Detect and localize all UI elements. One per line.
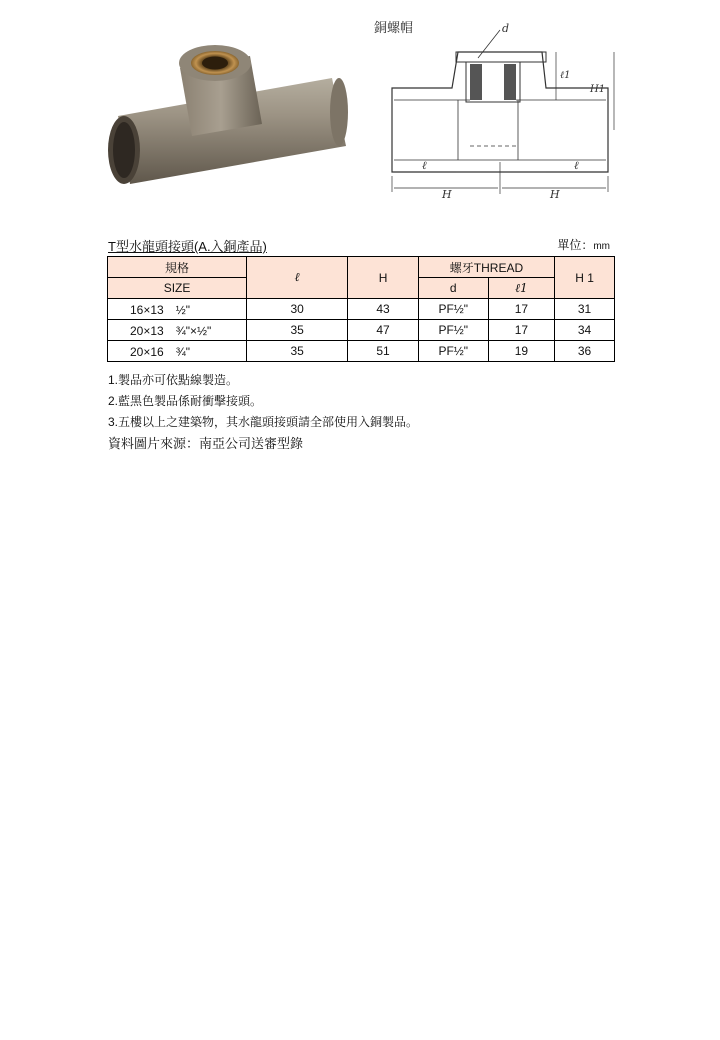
header-thread: 螺牙THREAD: [418, 257, 554, 278]
spec-table: [107, 256, 615, 362]
header-l1: ℓ1: [488, 278, 554, 299]
cell-d: PF½": [418, 299, 488, 320]
unit-label: [557, 236, 610, 253]
drawing-h-label-left: H: [442, 188, 452, 200]
table-header-row: [108, 257, 615, 278]
cell-h: 47: [348, 320, 419, 341]
unit-prefix: 單位：: [557, 238, 594, 252]
cell-d: PF½": [418, 341, 488, 362]
cell-h: 51: [348, 341, 419, 362]
cell-l1: 19: [488, 341, 554, 362]
drawing-l1-label: ℓ1: [560, 70, 571, 81]
table-row: [108, 320, 615, 341]
table-row: [108, 299, 615, 320]
drawing-h-label-right: H: [550, 188, 560, 200]
note-item: 1.製品亦可依點線製造。: [108, 373, 239, 387]
cell-size: 20×16 ¾": [108, 341, 247, 362]
table-row: [108, 341, 615, 362]
drawing-h1-label: H1: [590, 84, 606, 95]
header-h1: H 1: [555, 257, 615, 299]
cell-h1: 31: [555, 299, 615, 320]
cell-l: 35: [247, 320, 348, 341]
cell-size: 16×13 ½": [108, 299, 247, 320]
cell-l: 35: [247, 341, 348, 362]
drawing-l-label-right: ℓ: [574, 159, 579, 172]
page-title: T型水龍頭接頭(A.入銅產品): [108, 239, 267, 254]
cell-l: 30: [247, 299, 348, 320]
cell-size: 20×13 ¾"×½": [108, 320, 247, 341]
cell-l1: 17: [488, 299, 554, 320]
title-row: [108, 236, 614, 254]
cell-l1: 17: [488, 320, 554, 341]
header-size-en: SIZE: [108, 278, 247, 299]
note-item: 2.藍黑色製品係耐衝擊接頭。: [108, 394, 263, 408]
drawing-cap-label: 銅螺帽: [374, 21, 414, 36]
drawing-d-label: d: [502, 22, 510, 35]
note-item: 3.五樓以上之建築物，其水龍頭接頭請全部使用入銅製品。: [108, 415, 419, 429]
cell-h1: 34: [555, 320, 615, 341]
cell-d: PF½": [418, 320, 488, 341]
source-note: 資料圖片來源：南亞公司送審型錄: [108, 436, 304, 451]
header-h: H: [348, 257, 419, 299]
cell-h: 43: [348, 299, 419, 320]
cell-h1: 36: [555, 341, 615, 362]
unit-value: mm: [593, 241, 610, 252]
product-photo: [100, 28, 350, 198]
header-size-cn: 規格: [108, 257, 247, 278]
header-l: ℓ: [247, 257, 348, 299]
technical-drawing: [360, 12, 622, 200]
header-d: d: [418, 278, 488, 299]
drawing-l-label: ℓ: [422, 159, 427, 172]
notes: [108, 370, 418, 454]
